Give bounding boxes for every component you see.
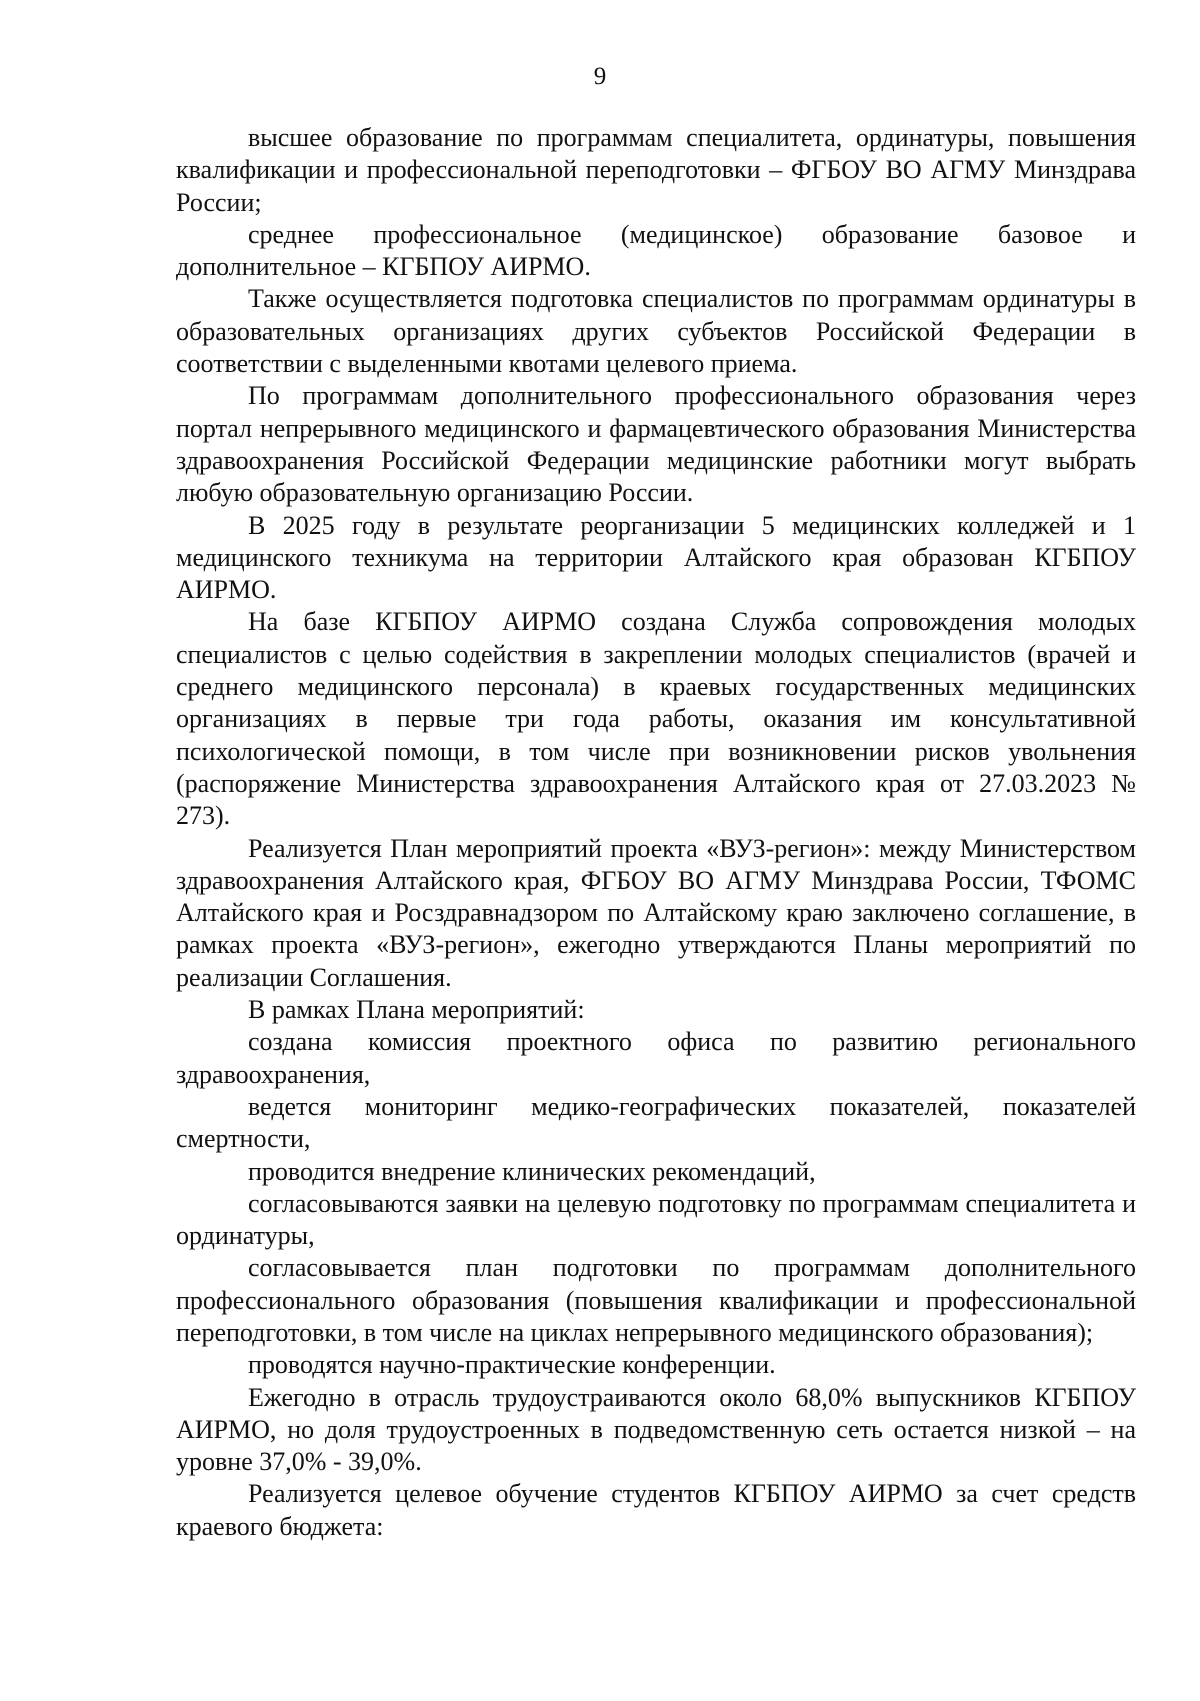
paragraph: среднее профессиональное (медицинское) образование базовое и дополнительное – КГБПОУ АИРМО. [176, 219, 1136, 282]
list-item: ведется мониторинг медико-географических показателей, показателей смертности, [176, 1091, 1136, 1154]
list-item: согласовываются заявки на целевую подготовку по программам специалитета и ординатуры, [176, 1188, 1136, 1251]
paragraph: Реализуется целевое обучение студентов КГБПОУ АИРМО за счет средств краевого бюджета: [176, 1479, 1136, 1541]
paragraph: В 2025 году в результате реорганизации 5 медицинских колледжей и 1 медицинского техникума на территории Алтайского края образован КГБПОУ АИРМО. [176, 510, 1136, 605]
paragraph: По программам дополнительного профессионального образования через портал непрерывного медицинского и фармацевтического образования Министерства здравоохранения Российской Федерации медицинские работники могут выбрать любую образовательную организацию России. [176, 381, 1136, 508]
list-item: согласовывается план подготовки по программам дополнительного профессионального образования (повышения квалификации и профессиональной переподготовки, в том числе на циклах непрерывного медицинского образования); [176, 1253, 1136, 1347]
list-item: проводятся научно-практические конференции. [248, 1350, 776, 1380]
list-item: проводится внедрение клинических рекомендаций, [248, 1156, 816, 1186]
paragraph: На базе КГБПОУ АИРМО создана Служба сопровождения молодых специалистов с целью содействия в закреплении молодых специалистов (врачей и среднего медицинского персонала) в краевых государственных медицинских организациях в первые три года работы, оказания им консультативной психологической помощи, в том числе при возникновении рисков увольнения (распоряжение Министерства здравоохранения Алтайского края от 27.03.2023 № 273). [176, 607, 1136, 831]
document-body [176, 122, 1136, 1543]
paragraph: Также осуществляется подготовка специалистов по программам ординатуры в образовательных организациях других субъектов Российской Федерации в соответствии с выделенными квотами целевого приема. [176, 284, 1136, 379]
page-number: 9 [593, 63, 607, 90]
paragraph: Реализуется План мероприятий проекта «ВУЗ-регион»: между Министерством здравоохранения Алтайского края, ФГБОУ ВО АГМУ Минздрава России, ТФОМС Алтайского края и Росздравнадзором по Алтайскому краю заключено соглашение, в рамках проекта «ВУЗ-регион», ежегодно утверждаются Планы мероприятий по реализации Соглашения. [176, 833, 1136, 992]
paragraph: В рамках Плана мероприятий: [248, 995, 585, 1025]
paragraph: Ежегодно в отрасль трудоустраиваются около 68,0% выпускников КГБПОУ АИРМО, но доля трудоустроенных в подведомственную сеть остается низкой – на уровне 37,0% - 39,0%. [176, 1382, 1136, 1477]
paragraph: высшее образование по программам специалитета, ординатуры, повышения квалификации и профессиональной переподготовки – ФГБОУ ВО АГМУ Минздрава России; [176, 123, 1136, 217]
list-item: создана комиссия проектного офиса по развитию регионального здравоохранения, [176, 1027, 1136, 1089]
